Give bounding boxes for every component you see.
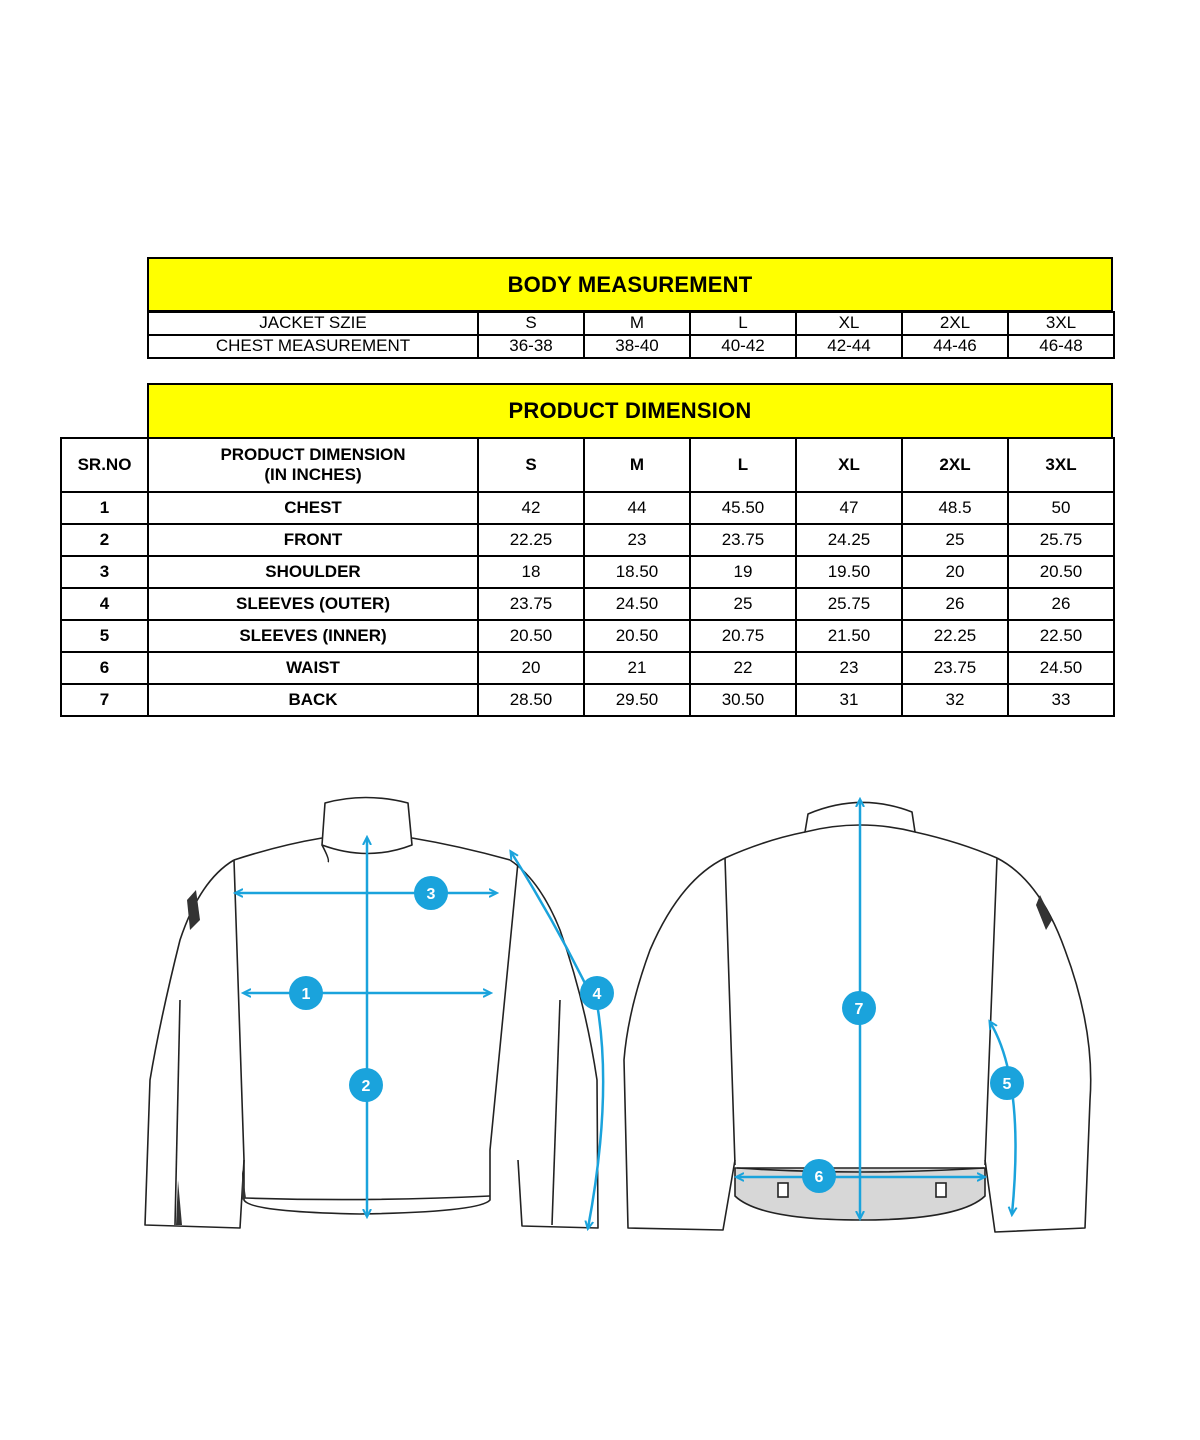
value-cell: 44	[584, 492, 690, 524]
svg-text:4: 4	[592, 986, 602, 1003]
srno-cell: 5	[61, 620, 148, 652]
size-header: L	[690, 438, 796, 492]
marker-4	[580, 976, 614, 1010]
table-row	[148, 335, 1114, 358]
value-cell: 25	[690, 588, 796, 620]
front-jacket-outline	[145, 798, 598, 1229]
srno-cell: 6	[61, 652, 148, 684]
table-row	[61, 652, 1114, 684]
table-header-row	[61, 438, 1114, 492]
srno-cell: 4	[61, 588, 148, 620]
marker-2	[349, 1068, 383, 1102]
size-header: 2XL	[902, 438, 1008, 492]
value-cell: 28.50	[478, 684, 584, 716]
sleeve-inner-line	[990, 1022, 1016, 1214]
svg-text:3: 3	[426, 886, 436, 903]
value-cell: 25	[902, 524, 1008, 556]
svg-text:1: 1	[301, 986, 311, 1003]
svg-text:6: 6	[814, 1169, 824, 1186]
front-jacket-dark-panels	[176, 890, 246, 1225]
value-cell: 20.50	[1008, 556, 1114, 588]
marker-7	[842, 991, 876, 1025]
srno-cell: 7	[61, 684, 148, 716]
size-cell: XL	[796, 312, 902, 335]
svg-text:7: 7	[854, 1001, 864, 1018]
value-cell: 33	[1008, 684, 1114, 716]
dimension-name-cell: FRONT	[148, 524, 478, 556]
svg-text:5: 5	[1002, 1076, 1012, 1093]
marker-6	[802, 1159, 836, 1193]
dimension-name-cell: SHOULDER	[148, 556, 478, 588]
value-cell: 40-42	[690, 335, 796, 358]
value-cell: 25.75	[1008, 524, 1114, 556]
value-cell: 26	[902, 588, 1008, 620]
value-cell: 20	[902, 556, 1008, 588]
table-row	[61, 588, 1114, 620]
value-cell: 21.50	[796, 620, 902, 652]
value-cell: 18.50	[584, 556, 690, 588]
size-cell: 2XL	[902, 312, 1008, 335]
value-cell: 36-38	[478, 335, 584, 358]
value-cell: 20.50	[478, 620, 584, 652]
dimension-name-cell: BACK	[148, 684, 478, 716]
dimension-name-cell: SLEEVES (INNER)	[148, 620, 478, 652]
row-label: JACKET SZIE	[148, 312, 478, 335]
value-cell: 42-44	[796, 335, 902, 358]
table-row	[148, 312, 1114, 335]
srno-cell: 2	[61, 524, 148, 556]
srno-cell: 3	[61, 556, 148, 588]
value-cell: 24.50	[1008, 652, 1114, 684]
value-cell: 42	[478, 492, 584, 524]
value-cell: 30.50	[690, 684, 796, 716]
value-cell: 21	[584, 652, 690, 684]
size-header: M	[584, 438, 690, 492]
value-cell: 44-46	[902, 335, 1008, 358]
value-cell: 22	[690, 652, 796, 684]
size-header: S	[478, 438, 584, 492]
value-cell: 25.75	[796, 588, 902, 620]
table-row	[61, 620, 1114, 652]
srno-header: SR.NO	[61, 438, 148, 492]
value-cell: 48.5	[902, 492, 1008, 524]
value-cell: 26	[1008, 588, 1114, 620]
size-cell: 3XL	[1008, 312, 1114, 335]
value-cell: 19	[690, 556, 796, 588]
size-cell: L	[690, 312, 796, 335]
value-cell: 47	[796, 492, 902, 524]
value-cell: 20.75	[690, 620, 796, 652]
svg-text:2: 2	[361, 1078, 371, 1095]
table-row	[61, 492, 1114, 524]
size-cell: M	[584, 312, 690, 335]
value-cell: 46-48	[1008, 335, 1114, 358]
product-dimension-title: PRODUCT DIMENSION	[147, 383, 1113, 439]
jacket-measurement-diagram	[0, 760, 1200, 1280]
size-header: 3XL	[1008, 438, 1114, 492]
value-cell: 24.25	[796, 524, 902, 556]
dimension-name-cell: CHEST	[148, 492, 478, 524]
value-cell: 38-40	[584, 335, 690, 358]
product-dimension-table	[60, 437, 1115, 717]
marker-5	[990, 1066, 1024, 1100]
value-cell: 23.75	[478, 588, 584, 620]
value-cell: 22.25	[902, 620, 1008, 652]
value-cell: 32	[902, 684, 1008, 716]
value-cell: 31	[796, 684, 902, 716]
marker-3	[414, 876, 448, 910]
srno-cell: 1	[61, 492, 148, 524]
body-measurement-table	[147, 311, 1115, 359]
table-row	[61, 684, 1114, 716]
value-cell: 18	[478, 556, 584, 588]
body-measurement-title: BODY MEASUREMENT	[147, 257, 1113, 312]
value-cell: 20	[478, 652, 584, 684]
value-cell: 45.50	[690, 492, 796, 524]
value-cell: 23.75	[690, 524, 796, 556]
dimension-header: PRODUCT DIMENSION (IN INCHES)	[148, 438, 478, 492]
dimension-name-cell: WAIST	[148, 652, 478, 684]
size-cell: S	[478, 312, 584, 335]
marker-1	[289, 976, 323, 1010]
value-cell: 29.50	[584, 684, 690, 716]
value-cell: 22.50	[1008, 620, 1114, 652]
value-cell: 20.50	[584, 620, 690, 652]
value-cell: 50	[1008, 492, 1114, 524]
table-row	[61, 556, 1114, 588]
row-label: CHEST MEASUREMENT	[148, 335, 478, 358]
value-cell: 22.25	[478, 524, 584, 556]
dimension-name-cell: SLEEVES (OUTER)	[148, 588, 478, 620]
table-row	[61, 524, 1114, 556]
value-cell: 19.50	[796, 556, 902, 588]
value-cell: 23	[584, 524, 690, 556]
value-cell: 23	[796, 652, 902, 684]
back-sleeve-dark-panel	[1036, 895, 1052, 930]
size-header: XL	[796, 438, 902, 492]
value-cell: 24.50	[584, 588, 690, 620]
value-cell: 23.75	[902, 652, 1008, 684]
